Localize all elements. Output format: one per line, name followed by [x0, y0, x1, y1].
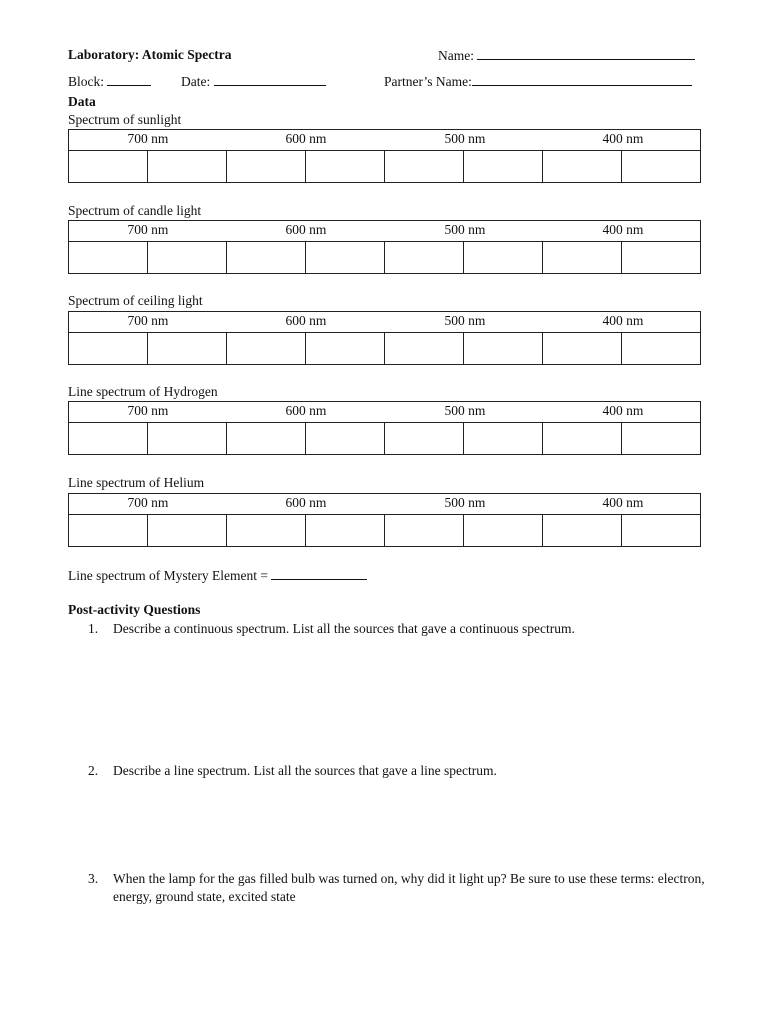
- spectrum-cell[interactable]: [543, 515, 622, 547]
- spectrum-cell[interactable]: [385, 515, 464, 547]
- spectrum-cell[interactable]: [385, 333, 464, 365]
- wavelength-label: 600 nm: [285, 313, 327, 328]
- spectrum-table-ceiling: [68, 311, 701, 365]
- spectrum-label-hydrogen: Line spectrum of Hydrogen: [68, 384, 218, 399]
- data-heading: Data: [68, 94, 96, 109]
- spectrum-cell[interactable]: [227, 515, 306, 547]
- wavelength-label: 400 nm: [602, 495, 644, 510]
- mystery-element-label: Line spectrum of Mystery Element =: [68, 568, 268, 583]
- wavelength-label: 700 nm: [127, 495, 169, 510]
- date-label: Date:: [181, 74, 211, 89]
- wavelength-label: 700 nm: [127, 313, 169, 328]
- spectrum-cell[interactable]: [385, 242, 464, 274]
- spectrum-cell-row: [69, 151, 700, 183]
- wavelength-label: 500 nm: [444, 495, 486, 510]
- question-item: [88, 870, 708, 906]
- question-number: 2.: [88, 763, 99, 778]
- spectrum-cell[interactable]: [543, 242, 622, 274]
- spectrum-table-sunlight: [68, 129, 701, 183]
- spectrum-cell[interactable]: [69, 333, 148, 365]
- wavelength-label: 400 nm: [602, 403, 644, 418]
- block-field[interactable]: [68, 73, 151, 90]
- spectrum-cell[interactable]: [622, 515, 700, 547]
- wavelength-scale: [69, 221, 700, 242]
- spectrum-cell-row: [69, 423, 700, 455]
- wavelength-label: 500 nm: [444, 131, 486, 146]
- spectrum-label-helium: Line spectrum of Helium: [68, 475, 205, 490]
- spectrum-cell[interactable]: [148, 151, 227, 183]
- wavelength-label: 500 nm: [444, 222, 486, 237]
- spectrum-cell[interactable]: [227, 423, 306, 455]
- wavelength-label: 700 nm: [127, 131, 169, 146]
- spectrum-cell[interactable]: [306, 333, 385, 365]
- question-text: Describe a line spectrum. List all the sources that gave a line spectrum.: [113, 763, 497, 778]
- question-item: [88, 762, 708, 780]
- wavelength-scale: [69, 494, 700, 515]
- spectrum-cell[interactable]: [306, 242, 385, 274]
- name-label: Name:: [438, 48, 474, 63]
- spectrum-cell[interactable]: [306, 423, 385, 455]
- spectrum-cell[interactable]: [306, 515, 385, 547]
- spectrum-cell[interactable]: [543, 423, 622, 455]
- spectrum-cell[interactable]: [69, 242, 148, 274]
- spectrum-label-ceiling: Spectrum of ceiling light: [68, 293, 203, 308]
- question-number: 3.: [88, 871, 99, 886]
- spectrum-cell[interactable]: [622, 333, 700, 365]
- wavelength-label: 600 nm: [285, 131, 327, 146]
- spectrum-cell[interactable]: [148, 515, 227, 547]
- spectrum-cell[interactable]: [464, 151, 543, 183]
- mystery-element-blank[interactable]: [271, 567, 367, 580]
- partner-label: Partner’s Name:: [384, 74, 472, 89]
- question-text: Describe a continuous spectrum. List all the sources that gave a continuous spectrum.: [113, 621, 575, 636]
- wavelength-label: 700 nm: [127, 222, 169, 237]
- spectrum-cell-row: [69, 242, 700, 274]
- wavelength-label: 400 nm: [602, 222, 644, 237]
- wavelength-scale: [69, 312, 700, 333]
- spectrum-cell[interactable]: [227, 242, 306, 274]
- spectrum-cell[interactable]: [148, 423, 227, 455]
- spectrum-cell[interactable]: [148, 242, 227, 274]
- spectrum-table-hydrogen: [68, 401, 701, 455]
- spectrum-cell[interactable]: [69, 423, 148, 455]
- name-blank[interactable]: [477, 47, 695, 60]
- partner-blank[interactable]: [472, 73, 692, 86]
- block-label: Block:: [68, 74, 104, 89]
- question-text: When the lamp for the gas filled bulb was turned on, why did it light up? Be sure to use these terms: electron, energy, ground state, excited state: [113, 871, 705, 904]
- spectrum-cell[interactable]: [622, 423, 700, 455]
- spectrum-cell[interactable]: [69, 151, 148, 183]
- wavelength-label: 700 nm: [127, 403, 169, 418]
- spectrum-label-candle: Spectrum of candle light: [68, 203, 202, 218]
- spectrum-cell[interactable]: [543, 333, 622, 365]
- spectrum-cell[interactable]: [148, 333, 227, 365]
- wavelength-scale: [69, 130, 700, 151]
- spectrum-cell[interactable]: [464, 242, 543, 274]
- wavelength-label: 600 nm: [285, 222, 327, 237]
- wavelength-label: 500 nm: [444, 403, 486, 418]
- spectrum-cell[interactable]: [464, 333, 543, 365]
- spectrum-cell[interactable]: [227, 151, 306, 183]
- wavelength-label: 400 nm: [602, 131, 644, 146]
- wavelength-label: 600 nm: [285, 403, 327, 418]
- wavelength-label: 400 nm: [602, 313, 644, 328]
- partner-field[interactable]: [384, 73, 692, 90]
- spectrum-label-sunlight: Spectrum of sunlight: [68, 112, 182, 127]
- spectrum-cell[interactable]: [622, 151, 700, 183]
- spectrum-cell-row: [69, 515, 700, 547]
- spectrum-cell[interactable]: [69, 515, 148, 547]
- post-activity-heading: Post-activity Questions: [68, 602, 201, 617]
- date-blank[interactable]: [214, 73, 326, 86]
- question-item: [88, 620, 708, 638]
- spectrum-cell[interactable]: [385, 423, 464, 455]
- spectrum-cell[interactable]: [464, 515, 543, 547]
- page-title: Laboratory: Atomic Spectra: [68, 47, 232, 62]
- spectrum-cell[interactable]: [622, 242, 700, 274]
- spectrum-cell[interactable]: [227, 333, 306, 365]
- date-field[interactable]: [181, 73, 326, 90]
- spectrum-cell[interactable]: [385, 151, 464, 183]
- spectrum-cell[interactable]: [464, 423, 543, 455]
- mystery-element-field[interactable]: [68, 567, 367, 584]
- wavelength-scale: [69, 402, 700, 423]
- spectrum-cell[interactable]: [543, 151, 622, 183]
- spectrum-cell-row: [69, 333, 700, 365]
- question-number: 1.: [88, 621, 99, 636]
- block-blank[interactable]: [107, 73, 151, 86]
- spectrum-table-candle: [68, 220, 701, 274]
- wavelength-label: 500 nm: [444, 313, 486, 328]
- spectrum-cell[interactable]: [306, 151, 385, 183]
- wavelength-label: 600 nm: [285, 495, 327, 510]
- spectrum-table-helium: [68, 493, 701, 547]
- name-field[interactable]: [438, 47, 695, 64]
